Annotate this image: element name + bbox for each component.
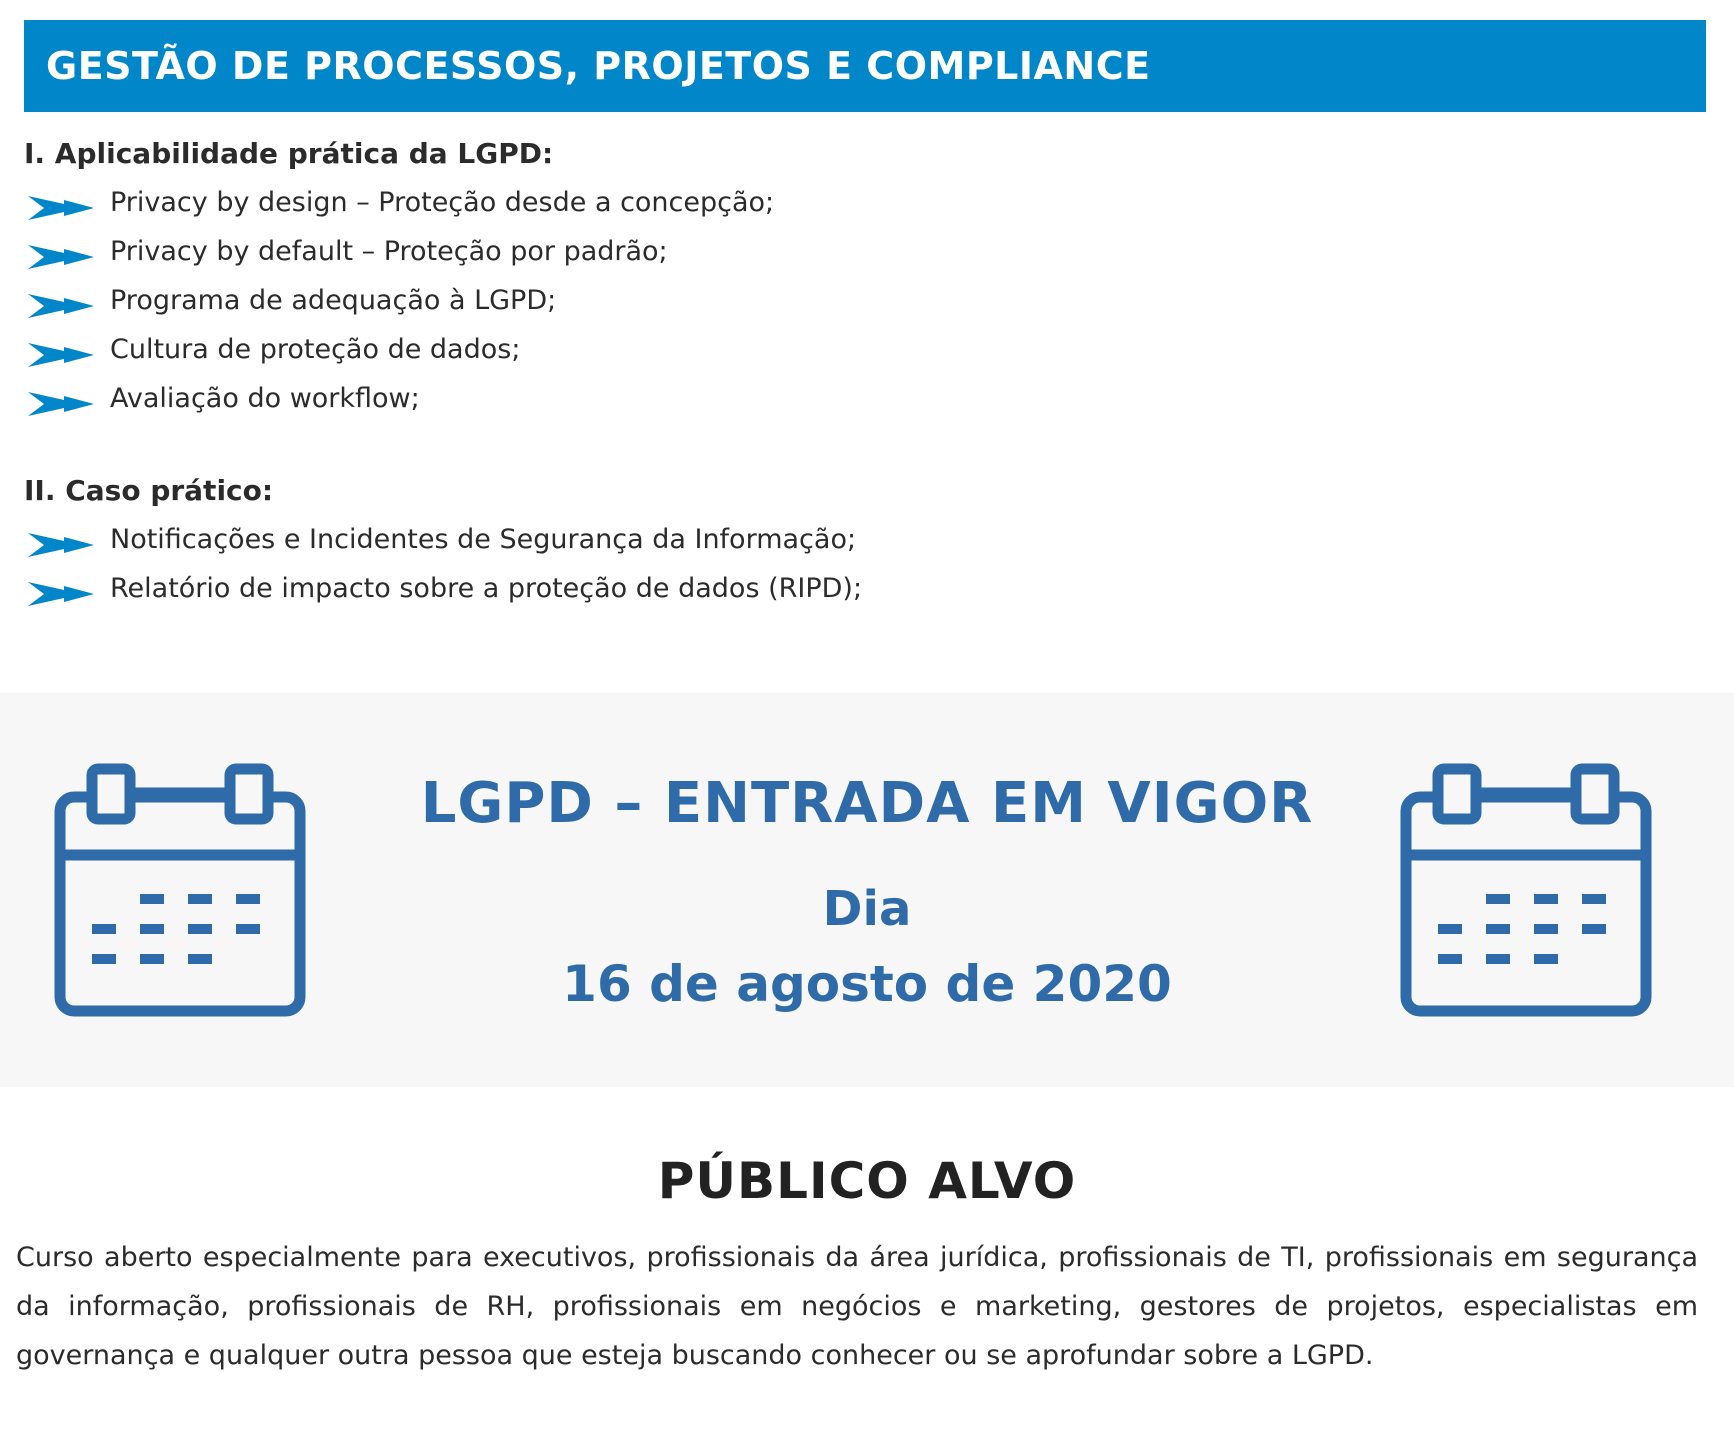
double-arrow-icon	[28, 341, 94, 369]
list-item	[24, 374, 553, 423]
calendar-icon	[1398, 763, 1654, 1019]
section-heading: I. Aplicabilidade prática da LGPD:	[24, 137, 554, 170]
list-item-text: Privacy by default – Proteção por padrão;	[110, 236, 668, 267]
double-arrow-icon	[28, 531, 94, 559]
vigor-heading: LGPD – ENTRADA EM VIGOR	[420, 771, 1314, 836]
double-arrow-icon	[28, 292, 94, 320]
vigor-date: 16 de agosto de 2020	[562, 955, 1172, 1013]
banner-title: GESTÃO DE PROCESSOS, PROJETOS E COMPLIANCE	[46, 44, 1151, 88]
list-item-text: Programa de adequação à LGPD;	[110, 285, 557, 316]
list-item-text: Privacy by design – Proteção desde a concepção;	[110, 187, 775, 218]
double-arrow-icon	[28, 390, 94, 418]
section-banner	[24, 20, 1706, 112]
publico-title: PÚBLICO ALVO	[657, 1152, 1077, 1210]
list-item	[24, 325, 553, 374]
list-item-text: Avaliação do workflow;	[110, 383, 420, 414]
list-item	[24, 564, 863, 613]
double-arrow-icon	[28, 580, 94, 608]
section-aplicabilidade	[24, 130, 775, 423]
section-heading: II. Caso prático:	[24, 474, 274, 507]
vigor-band	[0, 693, 1734, 1087]
list-item	[24, 276, 557, 325]
vigor-day-label: Dia	[822, 881, 912, 937]
double-arrow-icon	[28, 194, 94, 222]
double-arrow-icon	[28, 243, 94, 271]
list-item-text: Notificações e Incidentes de Segurança da Informação;	[110, 524, 857, 555]
list-item-text: Relatório de impacto sobre a proteção de dados (RIPD);	[110, 573, 863, 604]
list-item-text: Cultura de proteção de dados;	[110, 334, 521, 365]
list-item	[24, 178, 775, 227]
list-item	[24, 515, 857, 564]
publico-description: Curso aberto especialmente para executivos, profissionais da área jurídica, profissionais de TI, profissionais em segurança da informação, profissionais de RH, profissionais em negócios e marketing, gestores de projetos, especialistas em governança e qualquer outra pessoa que esteja buscando conhecer ou se aprofundar sobre a LGPD.	[16, 1242, 1698, 1371]
list-item	[24, 227, 668, 276]
section-caso-pratico	[24, 467, 863, 613]
